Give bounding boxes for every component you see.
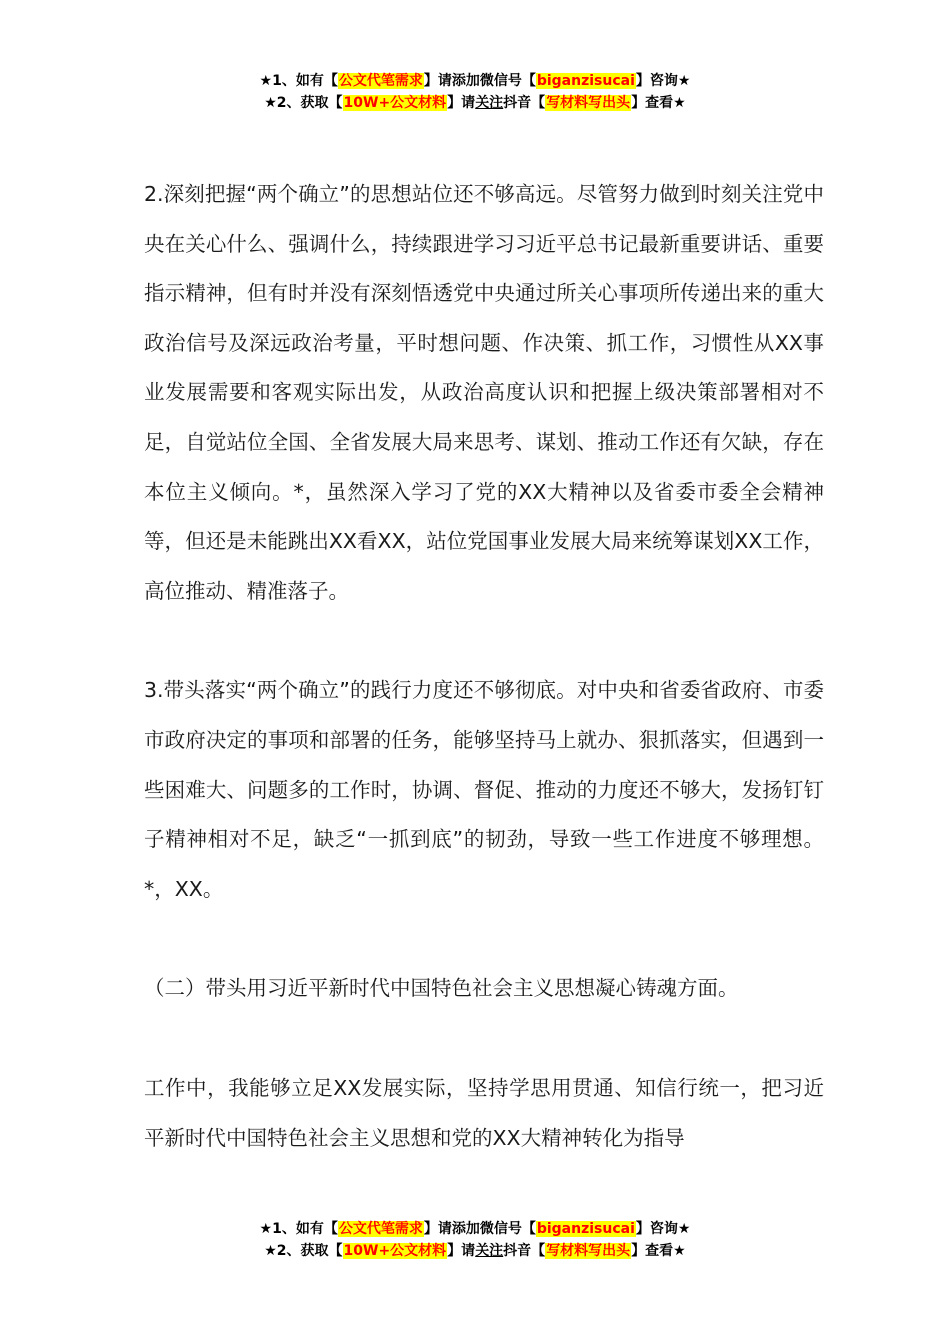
paragraph-3-implementation: 3.带头落实“两个确立”的践行力度还不够彻底。对中央和省委省政府、市委市政府决定的事项和部署的任务，能够坚持马上就办、狠抓落实，但遇到一些困难大、问题多的工作时，协调、督促、推动的力度还不够大，发扬钉钉子精神相对不足，缺乏“一抓到底”的韧劲，导致一些工作进度不够理想。*，XX。 <box>144 678 824 901</box>
highlight-douyin-account: 写材料写出头 <box>546 95 631 111</box>
highlight-douyin-account: 写材料写出头 <box>546 1243 631 1259</box>
highlight-wechat-id: biganzisucai <box>536 1221 635 1237</box>
document-body <box>144 170 824 1163</box>
banner-text: 抖音【 <box>503 1243 546 1259</box>
banner-text: 】请 <box>447 1243 476 1259</box>
banner-text: 】咨询★ <box>635 1221 691 1237</box>
paragraph-2-political-stance: 2.深刻把握“两个确立”的思想站位还不够高远。尽管努力做到时刻关注党中央在关心什么、强调什么，持续跟进学习习近平总书记最新重要讲话、重要指示精神，但有时并没有深刻悟透党中央通过所关心事项所传递出来的重大政治信号及深远政治考量，平时想问题、作决策、抓工作，习惯性从XX事业发展需要和客观实际出发，从政治高度认识和把握上级决策部署相对不足，自觉站位全国、全省发展大局来思考、谋划、推动工作还有欠缺，存在本位主义倾向。*，虽然深入学习了党的XX大精神以及省委市委全会精神等，但还是未能跳出XX看XX，站位党国事业发展大局来统筹谋划XX工作，高位推动、精准落子。 <box>144 182 824 603</box>
highlight-materials: 10W+公文材料 <box>343 1243 447 1259</box>
banner-text: 】查看★ <box>631 1243 686 1259</box>
header-banner-top <box>0 70 950 114</box>
banner-text: ★1、如有【 <box>259 1221 338 1237</box>
highlight-wechat-id: biganzisucai <box>536 73 635 89</box>
banner-line-1 <box>0 70 950 92</box>
banner-text: 】请 <box>447 95 476 111</box>
footer-banner <box>0 1218 950 1262</box>
underlined-follow: 关注 <box>475 95 504 111</box>
paragraph-work: 工作中，我能够立足XX发展实际，坚持学思用贯通、知信行统一，把习近平新时代中国特色社会主义思想和党的XX大精神转化为指导 <box>144 1075 824 1150</box>
banner-text: 】请添加微信号【 <box>423 1221 536 1237</box>
highlight-service: 公文代笔需求 <box>338 1221 423 1237</box>
banner-text: 】咨询★ <box>635 73 691 89</box>
banner-text: 抖音【 <box>503 95 546 111</box>
underlined-follow: 关注 <box>475 1243 504 1259</box>
highlight-materials: 10W+公文材料 <box>343 95 447 111</box>
banner-text: 】查看★ <box>631 95 686 111</box>
banner-text: ★2、获取【 <box>264 95 343 111</box>
banner-line-1 <box>0 1218 950 1240</box>
banner-text: ★2、获取【 <box>264 1243 343 1259</box>
banner-line-2 <box>0 92 950 114</box>
section-heading-2: （二）带头用习近平新时代中国特色社会主义思想凝心铸魂方面。 <box>144 976 739 1001</box>
banner-line-2 <box>0 1240 950 1262</box>
banner-text: ★1、如有【 <box>259 73 338 89</box>
highlight-service: 公文代笔需求 <box>338 73 423 89</box>
banner-text: 】请添加微信号【 <box>423 73 536 89</box>
